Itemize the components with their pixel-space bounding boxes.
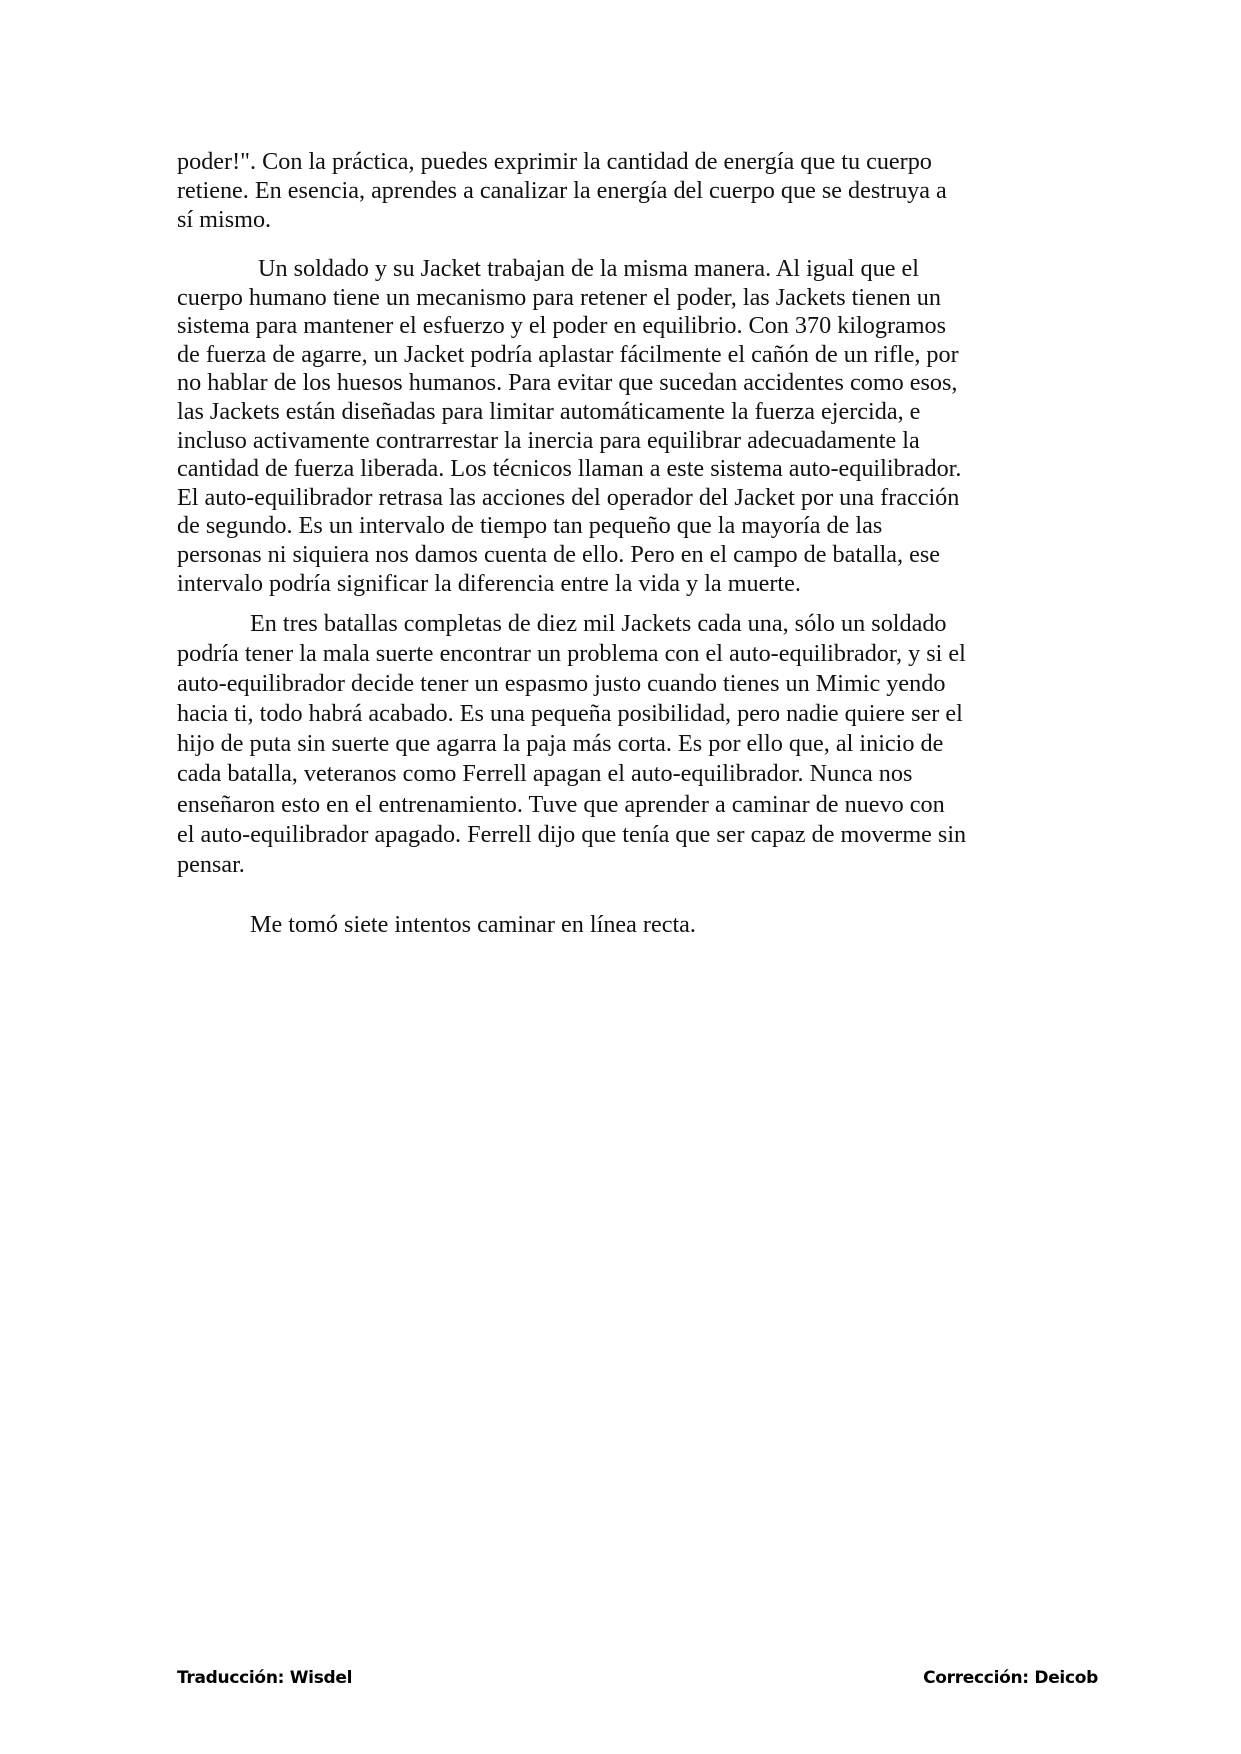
text-line: el auto-equilibrador apagado. Ferrell dijo que tenía que ser capaz de moverme sin (177, 820, 967, 848)
text-line: sistema para mantener el esfuerzo y el poder en equilibrio. Con 370 kilogramos (177, 312, 947, 340)
text-line: incluso activamente contrarrestar la inercia para equilibrar adecuadamente la (177, 426, 920, 454)
text-line: retiene. En esencia, aprendes a canalizar la energía del cuerpo que se destruya a (177, 177, 947, 204)
text-line: En tres batallas completas de diez mil Jackets cada una, sólo un soldado (250, 610, 947, 637)
text-line: no hablar de los huesos humanos. Para evitar que sucedan accidentes como esos, (177, 369, 958, 397)
text-line: enseñaron esto en el entrenamiento. Tuve que aprender a caminar de nuevo con (177, 790, 945, 818)
text-line: Me tomó siete intentos caminar en línea recta. (250, 911, 696, 938)
text-line: sí mismo. (177, 206, 272, 233)
text-line: poder!". Con la práctica, puedes exprimir la cantidad de energía que tu cuerpo (177, 148, 932, 175)
text-line: El auto-equilibrador retrasa las acciones del operador del Jacket por una fracción (177, 483, 960, 511)
text-line: personas ni siquiera nos damos cuenta de ello. Pero en el campo de batalla, ese (177, 540, 940, 568)
paragraph-3 (177, 609, 1067, 880)
paragraph-2 (177, 255, 1067, 598)
text-line: cantidad de fuerza liberada. Los técnicos llaman a este sistema auto-equilibrador. (177, 455, 962, 483)
text-line: auto-equilibrador decide tener un espasmo justo cuando tienes un Mimic yendo (177, 670, 946, 698)
translation-credit: Traducción: Wisdel (177, 1668, 353, 1688)
text-line: Un soldado y su Jacket trabajan de la misma manera. Al igual que el (258, 255, 919, 282)
text-line: las Jackets están diseñadas para limitar automáticamente la fuerza ejercida, e (177, 397, 921, 425)
paragraph-4 (177, 910, 1067, 939)
text-line: cuerpo humano tiene un mecanismo para retener el poder, las Jackets tienen un (177, 283, 941, 311)
text-line: hacia ti, todo habrá acabado. Es una pequeña posibilidad, pero nadie quiere ser el (177, 700, 963, 728)
text-line: de segundo. Es un intervalo de tiempo tan pequeño que la mayoría de las (177, 512, 883, 540)
paragraph-1 (177, 147, 1067, 234)
text-line: pensar. (177, 850, 245, 878)
text-line: de fuerza de agarre, un Jacket podría aplastar fácilmente el cañón de un rifle, por (177, 340, 959, 368)
text-line: hijo de puta sin suerte que agarra la paja más corta. Es por ello que, al inicio de (177, 730, 944, 758)
text-line: podría tener la mala suerte encontrar un problema con el auto-equilibrador, y si el (177, 640, 966, 668)
text-line: cada batalla, veteranos como Ferrell apagan el auto-equilibrador. Nunca nos (177, 760, 913, 788)
correction-credit: Corrección: Deicob (923, 1668, 1098, 1688)
text-line: intervalo podría significar la diferencia entre la vida y la muerte. (177, 569, 801, 597)
